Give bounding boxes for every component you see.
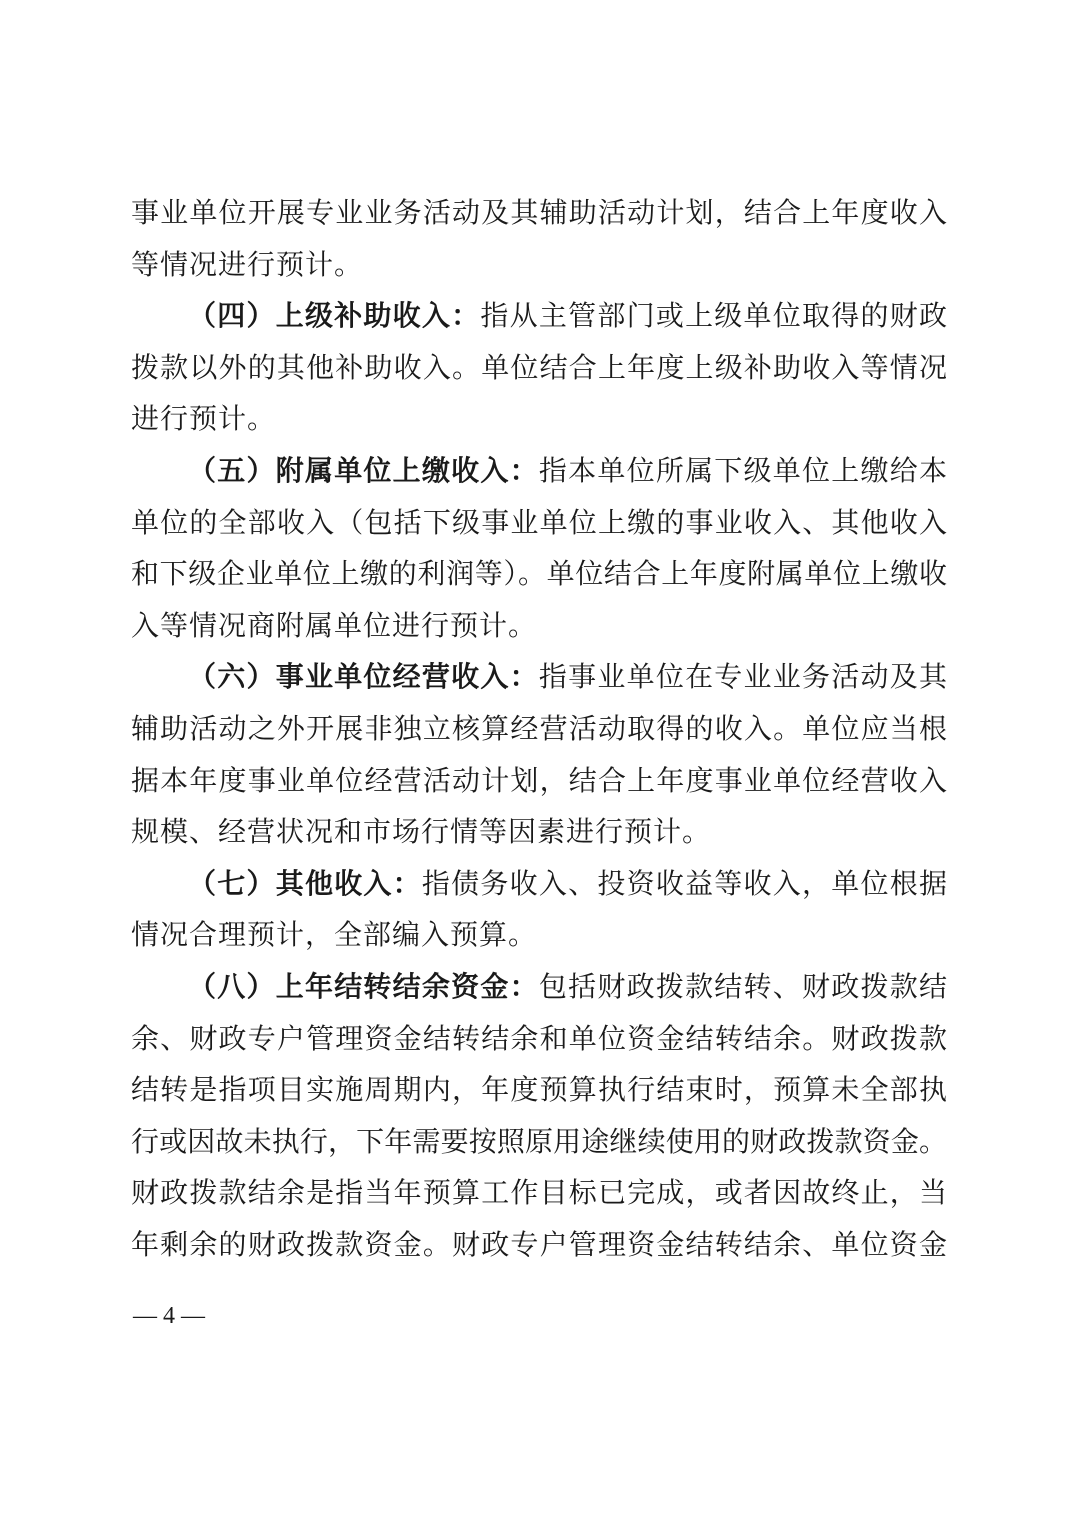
section-heading: （五）附属单位上缴收入： [188, 453, 539, 487]
text-line [131, 342, 947, 394]
text-line [131, 187, 947, 239]
text-line [131, 755, 947, 807]
page-number: — 4 — [133, 1303, 205, 1329]
text-line [131, 1013, 947, 1065]
text-line [131, 600, 947, 652]
text-line [131, 909, 947, 961]
text-line [131, 651, 947, 703]
line-text: 据本年度事业单位经营活动计划，结合上年度事业单位经营收入 [131, 763, 947, 797]
line-text: 包括财政拨款结转、财政拨款结 [538, 969, 947, 1003]
text-line [131, 806, 947, 858]
line-text: 辅助活动之外开展非独立核算经营活动取得的收入。单位应当根 [131, 711, 947, 745]
section-heading: （六）事业单位经营收入： [188, 660, 539, 694]
text-line [131, 961, 947, 1013]
text-line [131, 548, 947, 600]
line-text: 等情况进行预计。 [131, 247, 364, 281]
section-heading: （七）其他收入： [188, 866, 422, 900]
text-line [131, 393, 947, 445]
line-text: 年剩余的财政拨款资金。财政专户管理资金结转结余、单位资金 [131, 1227, 947, 1261]
line-text: 情况合理预计，全部编入预算。 [131, 918, 538, 952]
text-line [131, 239, 947, 291]
text-line [131, 703, 947, 755]
text-line [131, 1167, 947, 1219]
line-text: 指本单位所属下级单位上缴给本 [538, 453, 947, 487]
line-text: 规模、经营状况和市场行情等因素进行预计。 [131, 815, 712, 849]
line-text: 指事业单位在专业业务活动及其 [538, 660, 947, 694]
line-text: 事业单位开展专业业务活动及其辅助活动计划，结合上年度收入 [131, 196, 947, 229]
text-line [131, 1064, 947, 1116]
line-text: 指从主管部门或上级单位取得的财政 [480, 299, 947, 333]
line-text: 入等情况商附属单位进行预计。 [131, 608, 538, 642]
text-line [131, 497, 947, 549]
text-line [131, 1219, 947, 1271]
text-line [131, 290, 947, 342]
line-text: 拨款以外的其他补助收入。单位结合上年度上级补助收入等情况 [131, 350, 947, 384]
line-text: 和下级企业单位上缴的利润等）。单位结合上年度附属单位上缴收 [131, 557, 947, 591]
line-text: 财政拨款结余是指当年预算工作目标已完成，或者因故终止，当 [131, 1176, 947, 1210]
line-text: 进行预计。 [131, 402, 277, 436]
line-text: 余、财政专户管理资金结转结余和单位资金结转结余。财政拨款 [131, 1021, 947, 1055]
line-text: 行或因故未执行，下年需要按照原用途继续使用的财政拨款资金。 [131, 1124, 947, 1158]
section-heading: （四）上级补助收入： [188, 299, 481, 333]
section-heading: （八）上年结转结余资金： [188, 969, 539, 1003]
line-text: 单位的全部收入（包括下级事业单位上缴的事业收入、其他收入 [131, 505, 947, 539]
line-text: 指债务收入、投资收益等收入，单位根据 [421, 866, 947, 900]
text-line [131, 1116, 947, 1168]
text-line [131, 445, 947, 497]
document-body [131, 187, 947, 1270]
text-line [131, 858, 947, 910]
line-text: 结转是指项目实施周期内，年度预算执行结束时，预算未全部执 [131, 1073, 947, 1107]
